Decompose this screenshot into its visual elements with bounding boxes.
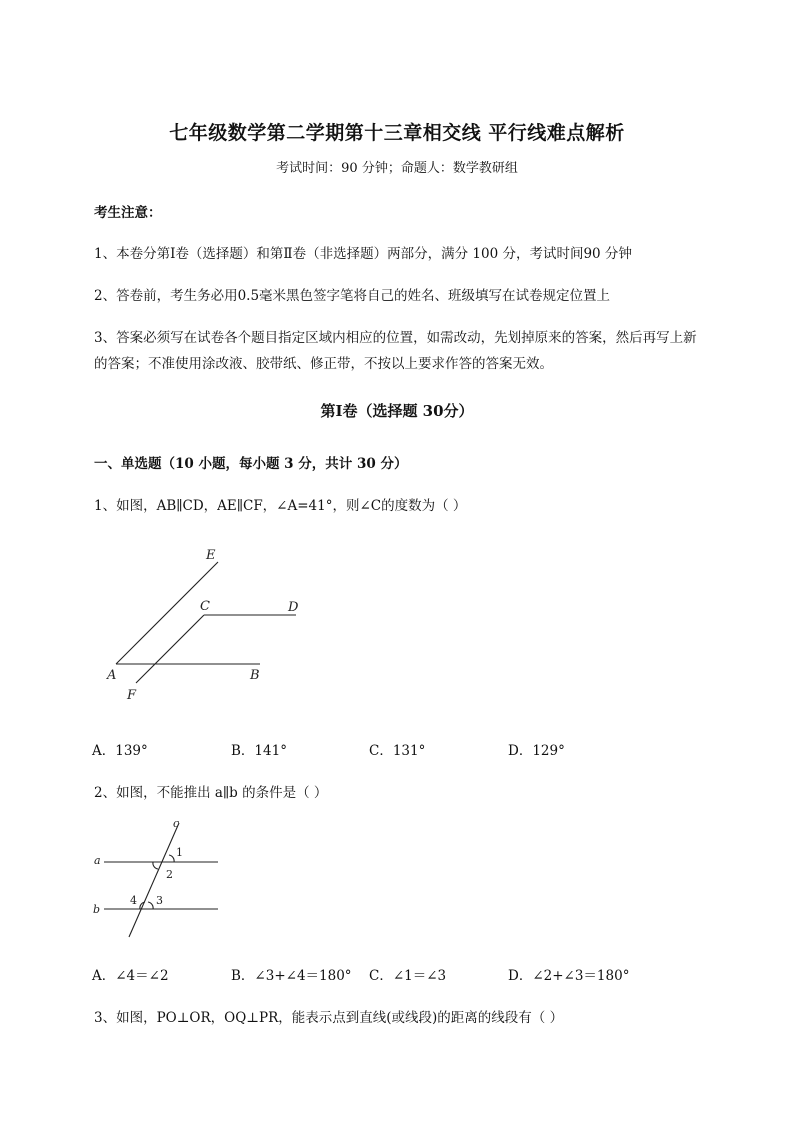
- notice-item-3-continued: 的答案；不准使用涂改液、胶带纸、修正带，不按以上要求作答的答案无效。: [94, 356, 553, 372]
- angle-3-arc: [148, 902, 153, 909]
- label-angle-1: 1: [176, 846, 183, 859]
- label-a-line: a: [94, 854, 101, 867]
- label-c: C: [200, 599, 210, 614]
- question-2-option-b[interactable]: B．∠3+∠4＝180°: [231, 968, 352, 984]
- angle-2-arc: [153, 862, 158, 869]
- label-angle-4: 4: [130, 894, 137, 907]
- label-d: D: [288, 600, 299, 615]
- question-2-option-d[interactable]: D．∠2+∠3＝180°: [508, 968, 630, 984]
- question-3-stem: 3、如图，PO⊥OR，OQ⊥PR，能表示点到直线(或线段)的距离的线段有（ ）: [94, 1010, 564, 1026]
- question-2-stem: 2、如图，不能推出 a∥b 的条件是（ ）: [94, 785, 328, 801]
- question-2-option-a[interactable]: A．∠4＝∠2: [92, 968, 169, 984]
- line-cf: [136, 615, 204, 683]
- label-a: A: [107, 668, 117, 683]
- label-angle-2: 2: [166, 868, 173, 881]
- label-angle-3: 3: [156, 894, 163, 907]
- notice-item-3: 3、答案必须写在试卷各个题目指定区域内相应的位置，如需改动，先划掉原来的答案，然后再写上新: [94, 330, 697, 346]
- notice-heading: 考生注意：: [94, 205, 162, 221]
- question-1-option-a[interactable]: A．139°: [92, 743, 148, 759]
- page-title: 七年级数学第二学期第十三章相交线 平行线难点解析: [169, 122, 625, 144]
- question-1-option-b[interactable]: B．141°: [231, 743, 287, 759]
- label-c-line: c: [173, 817, 180, 830]
- question-1-option-d[interactable]: D．129°: [508, 743, 565, 759]
- question-1-figure: [100, 540, 310, 705]
- label-b-line: b: [93, 903, 101, 916]
- exam-subtitle: 考试时间：90 分钟；命题人：数学教研组: [276, 161, 518, 176]
- question-1-stem: 1、如图，AB∥CD，AE∥CF，∠A=41°，则∠C的度数为（ ）: [94, 498, 467, 514]
- question-2-figure: [88, 815, 228, 945]
- section-title: 第Ⅰ卷（选择题 30分）: [320, 402, 474, 420]
- notice-item-2: 2、答卷前，考生务必用0.5毫米黑色签字笔将自己的姓名、班级填写在试卷规定位置上: [94, 288, 611, 304]
- part-heading: 一、单选题（10 小题，每小题 3 分，共计 30 分）: [94, 456, 408, 472]
- notice-item-1: 1、本卷分第Ⅰ卷（选择题）和第Ⅱ卷（非选择题）两部分，满分 100 分，考试时间90 分钟: [94, 246, 632, 262]
- question-2-option-c[interactable]: C．∠1＝∠3: [369, 968, 447, 984]
- angle-1-arc: [169, 855, 174, 862]
- label-f: F: [127, 688, 137, 703]
- question-1-option-c[interactable]: C．131°: [369, 743, 426, 759]
- label-b: B: [250, 668, 260, 683]
- label-e: E: [206, 548, 216, 563]
